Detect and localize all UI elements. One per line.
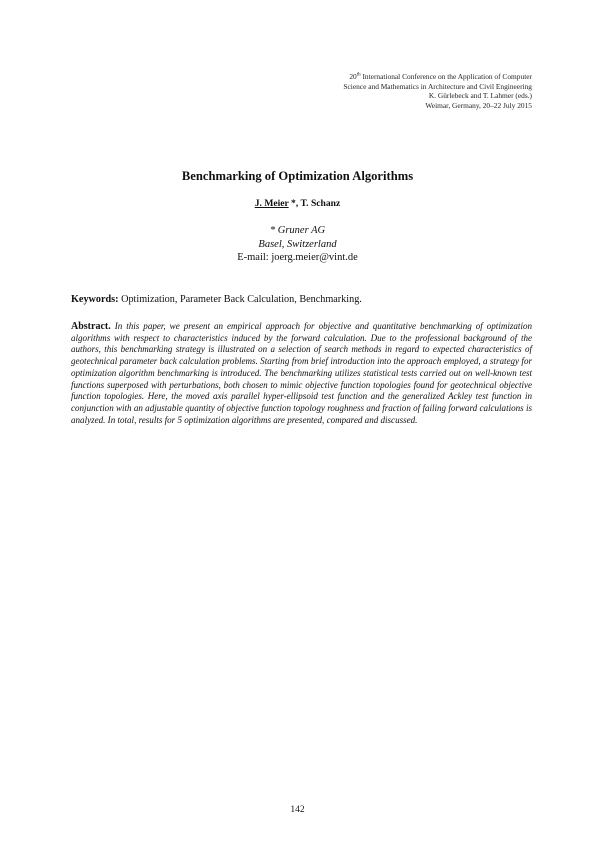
- conference-line-2: Science and Mathematics in Architecture and Civil Engineering: [343, 81, 532, 91]
- keywords-section: [71, 294, 531, 305]
- paper-title: Benchmarking of Optimization Algorithms: [181, 169, 414, 183]
- keywords-label: Keywords:: [71, 294, 119, 305]
- conference-name-part-1: International Conference on the Application of Computer: [360, 72, 532, 81]
- conference-header: [232, 72, 532, 110]
- affiliation-email: E-mail: joerg.meier@vint.de: [237, 252, 358, 263]
- page-number: 142: [290, 805, 305, 815]
- conference-edition-suffix: th: [356, 72, 361, 78]
- coauthors: *, T. Schanz: [288, 198, 341, 209]
- conference-editors: K. Gürlebeck and T. Lahmer (eds.): [428, 91, 532, 100]
- affiliation-location: Basel, Switzerland: [258, 238, 337, 250]
- abstract-section: [71, 321, 532, 426]
- conference-location-date: Weimar, Germany, 20–22 July 2015: [425, 100, 532, 110]
- affiliation-block: [0, 224, 595, 265]
- paper-authors: [0, 198, 595, 209]
- affiliation-org: * Gruner AG: [269, 225, 326, 236]
- abstract-label: Abstract.: [71, 321, 111, 332]
- conference-edition-number: 20: [349, 72, 357, 81]
- corresponding-author: J. Meier: [254, 198, 289, 209]
- abstract-text: In this paper, we present an empirical approach for objective and quantitative benchmarking of optimization algorithms with respect to characteristics induced by the forward calculation. Due to the professional background of the authors, this benchmarking strategy is illustrated on a selection of search methods in regard to expected characteristics of geotechnical parameter back calculation problems. Starting from brief introduction into the approach employed, a strategy for optimization algorithm benchmarking is introduced. The benchmarking utilizes statistical tests carried out on well-known test functions superposed with perturbations, both chosen to mimic objective function topologies found for geotechnical objective function topologies. Here, the moved axis parallel hyper-ellipsoid test function and the generalized Ackley test function in conjunction with an adjustable quantity of objective function topology roughness and fraction of failing forward calculations is analyzed. In total, results for 5 optimization algorithms are presented, compared and discussed.: [71, 321, 532, 425]
- keywords-text: Optimization, Parameter Back Calculation, Benchmarking.: [118, 294, 362, 305]
- conference-line-1: [232, 72, 532, 82]
